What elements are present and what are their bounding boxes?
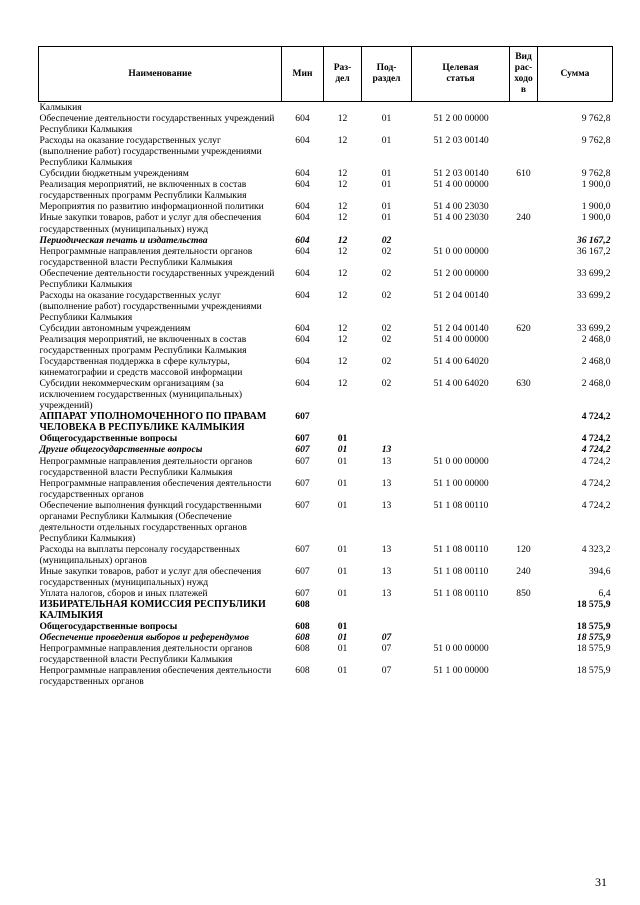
table-row (39, 135, 613, 168)
cell-min (282, 102, 324, 114)
cell-name: Непрограммные направления обеспечения деятельности государственных органов (39, 665, 272, 688)
cell-podrazdel: 01 (381, 135, 392, 147)
cell-vid (510, 500, 538, 544)
table-row (39, 433, 613, 444)
cell-vid (510, 643, 538, 665)
cell-podrazdel: 02 (381, 245, 392, 257)
table-row (39, 246, 613, 268)
cell-min: 604 (295, 179, 310, 191)
cell-min: 608 (295, 643, 310, 655)
table-row (39, 544, 613, 566)
header-vid: Вид рас- ходо в (510, 47, 538, 102)
table-row (39, 621, 613, 632)
table-row (39, 478, 613, 500)
cell-min: 608 (295, 599, 310, 611)
table-row (39, 235, 613, 246)
cell-vid (510, 433, 538, 444)
cell-summa: 18 575,9 (576, 621, 611, 633)
cell-name: АППАРАТ УПОЛНОМОЧЕННОГО ПО ПРАВАМ ЧЕЛОВЕКА В РЕСПУБЛИКЕ КАЛМЫКИЯ (39, 411, 267, 434)
cell-min: 604 (295, 378, 310, 390)
cell-razdel: 12 (337, 234, 348, 246)
cell-summa: 394,6 (588, 565, 611, 577)
cell-statya (412, 102, 510, 114)
cell-statya: 51 4 00 64020 (433, 356, 489, 368)
cell-razdel: 12 (337, 356, 348, 368)
cell-razdel: 12 (337, 168, 348, 180)
cell-name: Непрограммные направления деятельности органов государственной власти Республики Калмыкия (39, 245, 253, 268)
cell-name: ИЗБИРАТЕЛЬНАЯ КОМИССИЯ РЕСПУБЛИКИ КАЛМЫКИЯ (39, 599, 266, 622)
cell-podrazdel: 01 (381, 113, 392, 125)
cell-razdel: 12 (337, 201, 348, 213)
cell-name: Общегосударственные вопросы (39, 621, 178, 633)
cell-podrazdel: 02 (381, 234, 392, 246)
cell-summa: 36 167,2 (576, 234, 611, 246)
cell-podrazdel: 02 (381, 289, 392, 301)
table-row (39, 632, 613, 643)
cell-name: Субсидии некоммерческим организациям (за исключением государственных (муниципальных) учреждений) (39, 378, 243, 412)
table-row (39, 456, 613, 478)
cell-statya: 51 2 00 00000 (433, 267, 489, 279)
cell-razdel: 12 (337, 289, 348, 301)
table-row (39, 323, 613, 334)
cell-razdel: 01 (337, 477, 348, 489)
cell-vid (510, 246, 538, 268)
cell-statya: 51 2 03 00140 (433, 135, 489, 147)
cell-podrazdel: 02 (381, 378, 392, 390)
cell-min: 604 (295, 267, 310, 279)
cell-summa: 18 575,9 (576, 599, 611, 611)
cell-min: 604 (295, 356, 310, 368)
cell-vid: 850 (516, 588, 531, 600)
cell-razdel: 01 (337, 643, 348, 655)
cell-podrazdel: 07 (381, 665, 392, 677)
cell-razdel: 12 (337, 113, 348, 125)
cell-summa: 18 575,9 (576, 632, 611, 644)
cell-vid (510, 102, 538, 114)
cell-razdel: 12 (337, 135, 348, 147)
cell-min: 607 (295, 588, 310, 600)
cell-summa: 18 575,9 (576, 643, 611, 655)
cell-name: Расходы на оказание государственных услуг (выполнение работ) государственными учреждениями Республики Калмыкия (39, 289, 262, 323)
table-row (39, 356, 613, 378)
cell-podrazdel: 01 (381, 168, 392, 180)
cell-min: 607 (295, 499, 310, 511)
cell-min: 607 (295, 455, 310, 467)
cell-podrazdel: 13 (381, 565, 392, 577)
cell-name: Обеспечение деятельности государственных учреждений Республики Калмыкия (39, 113, 275, 136)
cell-razdel: 01 (337, 455, 348, 467)
cell-razdel: 01 (337, 433, 348, 445)
cell-min: 604 (295, 201, 310, 213)
table-header (39, 47, 613, 102)
table-row (39, 411, 613, 433)
header-name: Наименование (39, 47, 282, 102)
cell-razdel: 12 (337, 322, 348, 334)
cell-vid: 120 (516, 543, 531, 555)
cell-name: Обеспечение выполнения функций государственными органами Республики Калмыкия (Обеспечение деятельности отдельных государственных органов Республики Калмыкия) (39, 499, 262, 544)
table-row (39, 665, 613, 687)
cell-name: Периодическая печать и издательства (39, 234, 208, 246)
cell-vid (510, 235, 538, 246)
cell-name: Уплата налогов, сборов и иных платежей (39, 588, 208, 600)
cell-podrazdel: 13 (381, 543, 392, 555)
cell-razdel: 12 (337, 179, 348, 191)
cell-podrazdel: 01 (381, 179, 392, 191)
cell-summa: 4 724,2 (581, 455, 611, 467)
cell-summa: 9 762,8 (581, 168, 611, 180)
cell-min: 607 (295, 477, 310, 489)
table-row (39, 378, 613, 411)
cell-razdel (324, 102, 362, 114)
cell-name: Расходы на выплаты персоналу государственных (муниципальных) органов (39, 543, 241, 566)
cell-vid: 240 (516, 565, 531, 577)
cell-statya (412, 433, 510, 444)
cell-podrazdel: 13 (381, 444, 392, 456)
table-row (39, 168, 613, 179)
cell-razdel (324, 411, 362, 433)
cell-summa: 1 900,0 (581, 201, 611, 213)
cell-summa: 4 724,2 (581, 444, 611, 456)
table-row (39, 588, 613, 599)
cell-summa: 33 699,2 (576, 289, 611, 301)
cell-min: 608 (295, 632, 310, 644)
cell-name: Государственная поддержка в сфере культуры, кинематографии и средств массовой информации (39, 356, 243, 379)
cell-statya: 51 2 03 00140 (433, 168, 489, 180)
cell-podrazdel (362, 599, 412, 621)
cell-min: 604 (295, 245, 310, 257)
cell-name: Другие общегосударственные вопросы (39, 444, 203, 456)
cell-vid (510, 665, 538, 687)
cell-summa: 36 167,2 (576, 245, 611, 257)
cell-podrazdel: 02 (381, 333, 392, 345)
cell-podrazdel: 02 (381, 322, 392, 334)
cell-vid (510, 290, 538, 323)
cell-statya: 51 0 00 00000 (433, 245, 489, 257)
cell-min: 604 (295, 234, 310, 246)
table-row (39, 268, 613, 290)
cell-summa: 2 468,0 (581, 378, 611, 390)
cell-podrazdel (362, 411, 412, 433)
cell-podrazdel: 13 (381, 499, 392, 511)
cell-name: Непрограммные направления деятельности органов государственной власти Республики Калмыкия (39, 643, 253, 666)
cell-statya (412, 632, 510, 643)
cell-podrazdel: 13 (381, 588, 392, 600)
cell-min: 604 (295, 289, 310, 301)
cell-statya (412, 411, 510, 433)
cell-vid (510, 135, 538, 168)
cell-razdel: 01 (337, 665, 348, 677)
cell-min: 608 (295, 665, 310, 677)
cell-summa: 33 699,2 (576, 267, 611, 279)
cell-min: 604 (295, 322, 310, 334)
cell-razdel: 01 (337, 621, 348, 633)
cell-statya: 51 4 00 23030 (433, 201, 489, 213)
cell-statya: 51 1 00 00000 (433, 665, 489, 677)
cell-vid (510, 356, 538, 378)
cell-statya: 51 2 04 00140 (433, 322, 489, 334)
cell-vid (510, 334, 538, 356)
table-row (39, 500, 613, 544)
cell-vid (510, 456, 538, 478)
cell-summa: 4 724,2 (581, 433, 611, 445)
cell-name: Мероприятия по развитию информационной политики (39, 201, 264, 213)
cell-razdel: 12 (337, 245, 348, 257)
cell-summa: 4 724,2 (581, 499, 611, 511)
cell-name: Иные закупки товаров, работ и услуг для обеспечения государственных (муниципальных) нужд (39, 565, 262, 589)
cell-podrazdel: 07 (381, 643, 392, 655)
table-row (39, 113, 613, 135)
cell-name: Реализация мероприятий, не включенных в состав государственных программ Республики Калмыкия (39, 179, 247, 202)
cell-name: Непрограммные направления деятельности органов государственной власти Республики Калмыкия (39, 455, 253, 478)
cell-name: Общегосударственные вопросы (39, 433, 178, 445)
cell-vid (510, 444, 538, 455)
cell-statya (412, 444, 510, 455)
cell-min: 608 (295, 621, 310, 633)
cell-vid (510, 113, 538, 135)
cell-podrazdel: 07 (381, 632, 392, 644)
table-row (39, 212, 613, 234)
cell-podrazdel: 01 (381, 201, 392, 213)
table-row (39, 599, 613, 621)
cell-min: 607 (295, 444, 310, 456)
cell-name: Иные закупки товаров, работ и услуг для обеспечения государственных (муниципальных) нужд (39, 212, 262, 235)
cell-statya (412, 621, 510, 632)
cell-statya: 51 2 04 00140 (433, 289, 489, 301)
cell-name: Обеспечение проведения выборов и референдумов (39, 632, 249, 644)
table-row (39, 566, 613, 588)
cell-statya: 51 4 00 00000 (433, 333, 489, 345)
cell-vid (510, 599, 538, 621)
cell-min: 604 (295, 212, 310, 224)
cell-vid: 610 (516, 168, 531, 180)
cell-statya: 51 1 00 00000 (433, 477, 489, 489)
cell-min: 607 (295, 411, 310, 423)
cell-razdel: 12 (337, 378, 348, 390)
cell-razdel: 12 (337, 267, 348, 279)
cell-statya: 51 4 00 00000 (433, 179, 489, 191)
cell-statya: 51 1 08 00110 (433, 543, 489, 555)
header-statya: Целевая статья (412, 47, 510, 102)
cell-statya: 51 4 00 23030 (433, 212, 489, 224)
cell-statya (412, 235, 510, 246)
cell-summa: 2 468,0 (581, 333, 611, 345)
header-podrazdel: Под- раздел (362, 47, 412, 102)
cell-statya (412, 599, 510, 621)
table-row (39, 102, 613, 114)
cell-podrazdel (362, 433, 412, 444)
cell-summa: 4 323,2 (581, 543, 611, 555)
cell-razdel (324, 599, 362, 621)
cell-vid: 620 (516, 322, 531, 334)
cell-min: 604 (295, 113, 310, 125)
cell-summa: 2 468,0 (581, 356, 611, 368)
cell-vid (510, 179, 538, 201)
cell-podrazdel (362, 621, 412, 632)
cell-vid (510, 201, 538, 212)
cell-vid: 630 (516, 378, 531, 390)
cell-summa: 9 762,8 (581, 113, 611, 125)
cell-razdel: 01 (337, 588, 348, 600)
cell-name: Субсидии бюджетным учреждениям (39, 168, 189, 180)
table-row (39, 290, 613, 323)
cell-razdel: 12 (337, 212, 348, 224)
cell-statya: 51 0 00 00000 (433, 643, 489, 655)
table-row (39, 179, 613, 201)
cell-podrazdel: 02 (381, 356, 392, 368)
cell-summa: 18 575,9 (576, 665, 611, 677)
cell-name: Субсидии автономным учреждениям (39, 322, 191, 334)
budget-page (38, 46, 612, 687)
cell-min: 604 (295, 135, 310, 147)
cell-summa: 6,4 (598, 588, 611, 600)
cell-podrazdel: 13 (381, 477, 392, 489)
cell-summa: 33 699,2 (576, 322, 611, 334)
cell-summa: 9 762,8 (581, 135, 611, 147)
cell-min: 607 (295, 433, 310, 445)
cell-vid (510, 411, 538, 433)
cell-min: 604 (295, 168, 310, 180)
cell-podrazdel (362, 102, 412, 114)
header-min: Мин (282, 47, 324, 102)
cell-statya: 51 1 08 00110 (433, 499, 489, 511)
cell-podrazdel: 02 (381, 267, 392, 279)
cell-vid (510, 632, 538, 643)
page-number: 31 (595, 875, 607, 889)
cell-podrazdel: 13 (381, 455, 392, 467)
cell-summa (538, 102, 613, 114)
cell-statya: 51 1 08 00110 (433, 588, 489, 600)
budget-table (38, 46, 613, 687)
cell-name: Калмыкия (39, 102, 82, 113)
cell-statya: 51 1 08 00110 (433, 565, 489, 577)
cell-name: Обеспечение деятельности государственных учреждений Республики Калмыкия (39, 267, 275, 290)
cell-statya: 51 2 00 00000 (433, 113, 489, 125)
cell-statya: 51 4 00 64020 (433, 378, 489, 390)
cell-statya: 51 0 00 00000 (433, 455, 489, 467)
cell-summa: 4 724,2 (581, 411, 611, 423)
cell-vid (510, 268, 538, 290)
cell-name: Расходы на оказание государственных услуг (выполнение работ) государственными учреждениями Республики Калмыкия (39, 135, 262, 169)
cell-razdel: 01 (337, 444, 348, 456)
header-razdel: Раз- дел (324, 47, 362, 102)
cell-vid (510, 478, 538, 500)
table-body (39, 102, 613, 688)
table-row (39, 334, 613, 356)
cell-summa: 4 724,2 (581, 477, 611, 489)
cell-razdel: 01 (337, 565, 348, 577)
cell-vid: 240 (516, 212, 531, 224)
table-row (39, 643, 613, 665)
table-row (39, 201, 613, 212)
cell-razdel: 01 (337, 499, 348, 511)
cell-summa: 1 900,0 (581, 212, 611, 224)
cell-name: Реализация мероприятий, не включенных в состав государственных программ Республики Калмыкия (39, 333, 247, 357)
cell-name: Непрограммные направления обеспечения деятельности государственных органов (39, 477, 272, 500)
cell-razdel: 01 (337, 632, 348, 644)
cell-min: 607 (295, 565, 310, 577)
header-summa: Сумма (538, 47, 613, 102)
cell-podrazdel: 01 (381, 212, 392, 224)
cell-razdel: 01 (337, 543, 348, 555)
cell-min: 604 (295, 333, 310, 345)
cell-min: 607 (295, 543, 310, 555)
table-row (39, 444, 613, 455)
cell-summa: 1 900,0 (581, 179, 611, 191)
cell-vid (510, 621, 538, 632)
cell-razdel: 12 (337, 333, 348, 345)
